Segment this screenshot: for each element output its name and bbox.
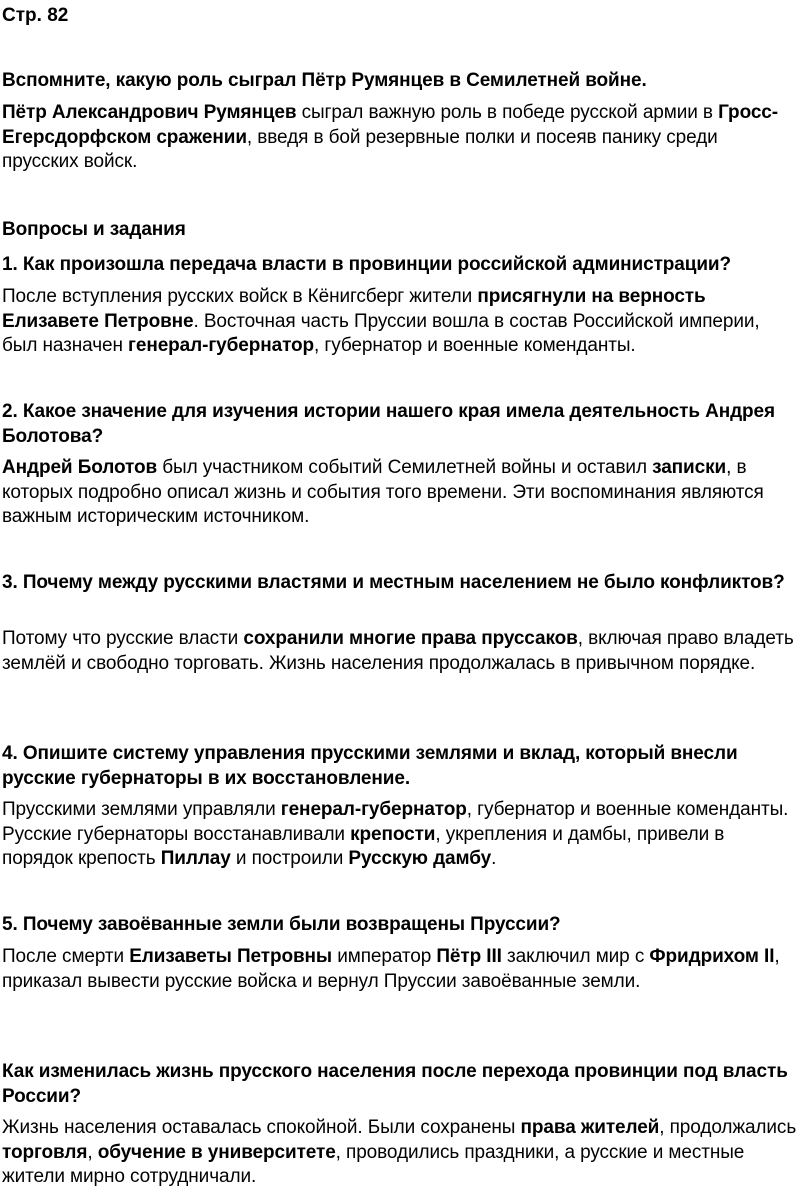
- emphasis-text: Пётр III: [436, 946, 502, 967]
- text-run: и построили: [230, 848, 349, 869]
- emphasis-text: торговля: [2, 1141, 88, 1163]
- text-run: После смерти: [2, 946, 130, 967]
- emphasis-text: Пётр Александрович Румянцев: [2, 102, 297, 123]
- answer-6: [2, 1116, 798, 1190]
- emphasis-text: обучение в университете: [97, 1141, 336, 1163]
- question-3: 3. Почему между русскими властями и местным населением не было конфликтов?: [2, 572, 785, 593]
- text-run: , введя в бой резервные полки и посеяв панику среди прусских войск.: [2, 126, 718, 172]
- page-number: Стр. 82: [2, 5, 69, 26]
- emphasis-text: записки: [652, 457, 727, 478]
- text-run: . Восточная часть Пруссии вошла в состав Российской империи, был назначен: [2, 310, 760, 356]
- question-4: 4. Опишите систему управления прусскими землями и вклад, который внесли русские губернаторы в их восстановление.: [2, 743, 738, 789]
- answer-3: [2, 627, 798, 676]
- question-6: Как изменилась жизнь прусского населения после перехода провинции под власть России?: [2, 1061, 788, 1107]
- emphasis-text: Пиллау: [160, 848, 231, 869]
- emphasis-text: Русскую дамбу: [348, 848, 492, 869]
- text-run: , продолжались: [659, 1117, 797, 1138]
- emphasis-text: присягнули на верность Елизавете Петровне: [2, 286, 706, 332]
- emphasis-text: права жителей: [520, 1117, 660, 1138]
- text-run: , губернатор и военные коменданты. Русские губернаторы восстанавливали: [2, 799, 789, 845]
- text-run: , включая право владеть землёй и свободно торговать. Жизнь населения продолжалась в привычном порядке.: [2, 628, 794, 674]
- text-run: был участником событий Семилетней войны и оставил: [157, 457, 653, 478]
- emphasis-text: Елизаветы Петровны: [129, 946, 333, 967]
- intro-answer: [2, 101, 798, 175]
- text-run: император: [332, 946, 437, 967]
- text-run: сыграл важную роль в победе русской армии в: [296, 102, 719, 123]
- text-run: заключил мир с: [501, 946, 650, 967]
- text-run: , проводились праздники, а русские и местные жители мирно сотрудничали.: [2, 1141, 745, 1187]
- intro-question: Вспомните, какую роль сыграл Пётр Румянцев в Семилетней войне.: [2, 70, 647, 91]
- section-title: Вопросы и задания: [2, 219, 186, 240]
- emphasis-text: генерал-губернатор: [128, 335, 315, 356]
- answer-1: [2, 285, 798, 359]
- emphasis-text: крепости: [350, 823, 436, 845]
- emphasis-text: генерал-губернатор: [280, 799, 467, 820]
- question-5: 5. Почему завоёванные земли были возвращены Пруссии?: [2, 914, 561, 935]
- emphasis-text: Гросс-Егерсдорфском сражении: [2, 102, 778, 148]
- text-run: Жизнь населения оставалась спокойной. Были сохранены: [2, 1117, 521, 1138]
- answer-5: [2, 945, 798, 994]
- text-run: ,: [87, 1141, 98, 1163]
- emphasis-text: Фридрихом II: [649, 946, 775, 967]
- emphasis-text: сохранили многие права пруссаков: [243, 628, 578, 649]
- question-2: 2. Какое значение для изучения истории нашего края имела деятельность Андрея Болотова?: [2, 401, 776, 447]
- question-1: 1. Как произошла передача власти в провинции российской администрации?: [2, 254, 732, 275]
- text-run: После вступления русских войск в Кёнигсберг жители: [2, 286, 478, 307]
- text-run: , в которых подробно описал жизнь и события того времени. Эти воспоминания являются важным историческим источником.: [2, 457, 764, 527]
- text-run: Прусскими землями управляли: [2, 799, 281, 820]
- text-run: Потому что русские власти: [2, 628, 244, 649]
- text-run: , губернатор и военные коменданты.: [314, 335, 636, 356]
- answer-2: [2, 456, 798, 530]
- text-run: , приказал вывести русские войска и вернул Пруссии завоёванные земли.: [2, 946, 780, 992]
- text-run: , укрепления и дамбы, привели в порядок крепость: [2, 823, 725, 869]
- text-run: .: [491, 848, 497, 869]
- answer-4: [2, 798, 798, 872]
- emphasis-text: Андрей Болотов: [2, 457, 158, 478]
